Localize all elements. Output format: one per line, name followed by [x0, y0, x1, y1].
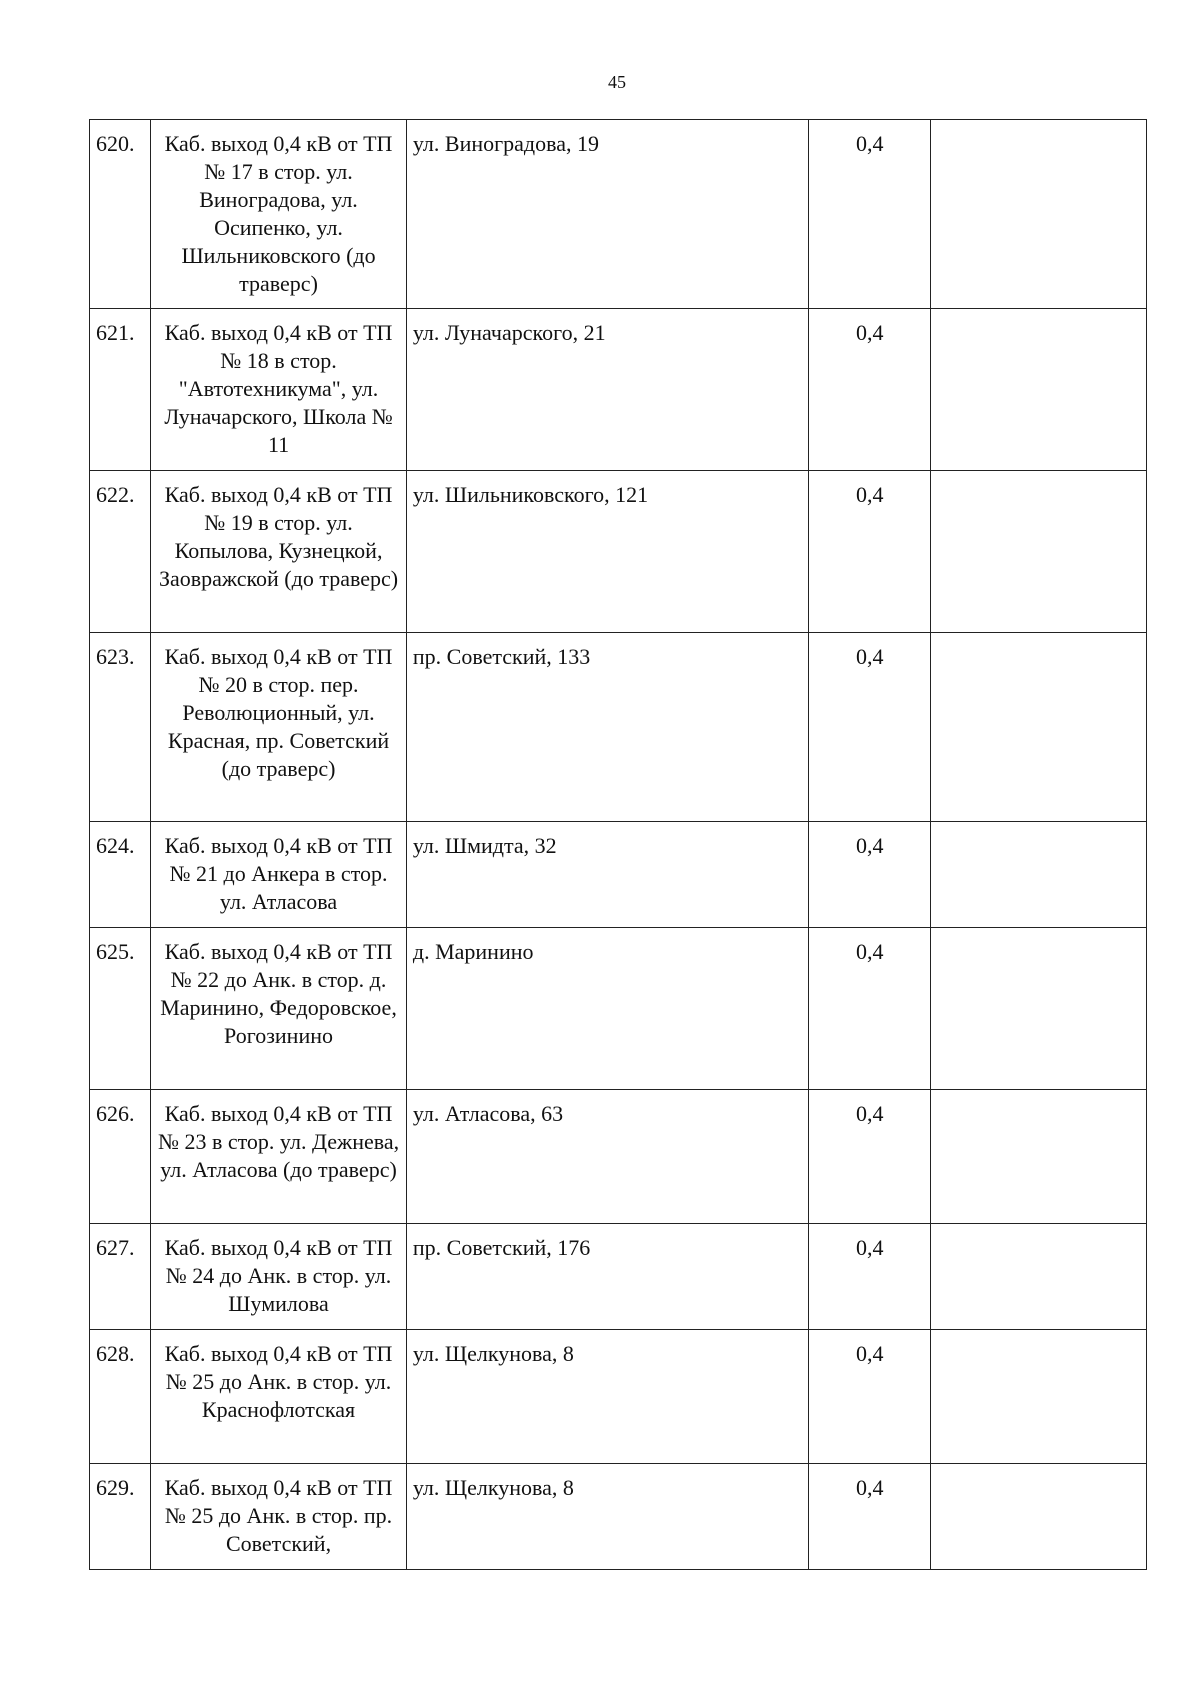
row-address: ул. Шмидта, 32 [406, 822, 808, 928]
row-extra [931, 120, 1147, 309]
row-number: 628. [90, 1330, 151, 1464]
row-number: 621. [90, 309, 151, 471]
table-row [90, 633, 1147, 822]
table-row [90, 822, 1147, 928]
row-number: 623. [90, 633, 151, 822]
row-description: Каб. выход 0,4 кВ от ТП № 25 до Анк. в стор. ул. Краснофлотская [151, 1330, 407, 1464]
row-address: пр. Советский, 133 [406, 633, 808, 822]
row-description: Каб. выход 0,4 кВ от ТП № 17 в стор. ул. Виноградова, ул. Осипенко, ул. Шильниковского (до траверс) [151, 120, 407, 309]
row-extra [931, 309, 1147, 471]
row-extra [931, 1330, 1147, 1464]
row-description: Каб. выход 0,4 кВ от ТП № 21 до Анкера в стор. ул. Атласова [151, 822, 407, 928]
row-number: 622. [90, 471, 151, 633]
row-address: ул. Щелкунова, 8 [406, 1330, 808, 1464]
row-voltage: 0,4 [809, 120, 931, 309]
row-voltage: 0,4 [809, 1330, 931, 1464]
row-number: 629. [90, 1464, 151, 1570]
row-extra [931, 1464, 1147, 1570]
table-row [90, 1464, 1147, 1570]
row-description: Каб. выход 0,4 кВ от ТП № 22 до Анк. в стор. д. Маринино, Федоровское, Рогозинино [151, 928, 407, 1090]
table-row [90, 120, 1147, 309]
row-voltage: 0,4 [809, 633, 931, 822]
table-row [90, 309, 1147, 471]
row-voltage: 0,4 [809, 309, 931, 471]
row-number: 627. [90, 1224, 151, 1330]
row-description: Каб. выход 0,4 кВ от ТП № 18 в стор. "Автотехникума", ул. Луначарского, Школа № 11 [151, 309, 407, 471]
row-extra [931, 471, 1147, 633]
row-address: ул. Луначарского, 21 [406, 309, 808, 471]
row-voltage: 0,4 [809, 1090, 931, 1224]
row-address: д. Маринино [406, 928, 808, 1090]
row-voltage: 0,4 [809, 928, 931, 1090]
table-row [90, 1224, 1147, 1330]
table-row [90, 1090, 1147, 1224]
row-address: ул. Виноградова, 19 [406, 120, 808, 309]
data-table [89, 119, 1147, 1570]
row-extra [931, 633, 1147, 822]
table-body [90, 120, 1147, 1570]
row-address: ул. Атласова, 63 [406, 1090, 808, 1224]
page-number: 45 [608, 72, 626, 92]
row-extra [931, 1090, 1147, 1224]
table-row [90, 1330, 1147, 1464]
row-voltage: 0,4 [809, 1224, 931, 1330]
row-description: Каб. выход 0,4 кВ от ТП № 25 до Анк. в стор. пр. Советский, [151, 1464, 407, 1570]
row-extra [931, 1224, 1147, 1330]
row-extra [931, 822, 1147, 928]
row-number: 624. [90, 822, 151, 928]
row-description: Каб. выход 0,4 кВ от ТП № 24 до Анк. в стор. ул. Шумилова [151, 1224, 407, 1330]
row-number: 625. [90, 928, 151, 1090]
row-voltage: 0,4 [809, 471, 931, 633]
row-voltage: 0,4 [809, 1464, 931, 1570]
row-number: 620. [90, 120, 151, 309]
row-address: ул. Шильниковского, 121 [406, 471, 808, 633]
table-row [90, 471, 1147, 633]
row-number: 626. [90, 1090, 151, 1224]
row-description: Каб. выход 0,4 кВ от ТП № 20 в стор. пер. Революционный, ул. Красная, пр. Советский (до траверс) [151, 633, 407, 822]
table-row [90, 928, 1147, 1090]
row-description: Каб. выход 0,4 кВ от ТП № 23 в стор. ул. Дежнева, ул. Атласова (до траверс) [151, 1090, 407, 1224]
row-extra [931, 928, 1147, 1090]
row-voltage: 0,4 [809, 822, 931, 928]
row-description: Каб. выход 0,4 кВ от ТП № 19 в стор. ул. Копылова, Кузнецкой, Заовражской (до траверс) [151, 471, 407, 633]
row-address: пр. Советский, 176 [406, 1224, 808, 1330]
row-address: ул. Щелкунова, 8 [406, 1464, 808, 1570]
